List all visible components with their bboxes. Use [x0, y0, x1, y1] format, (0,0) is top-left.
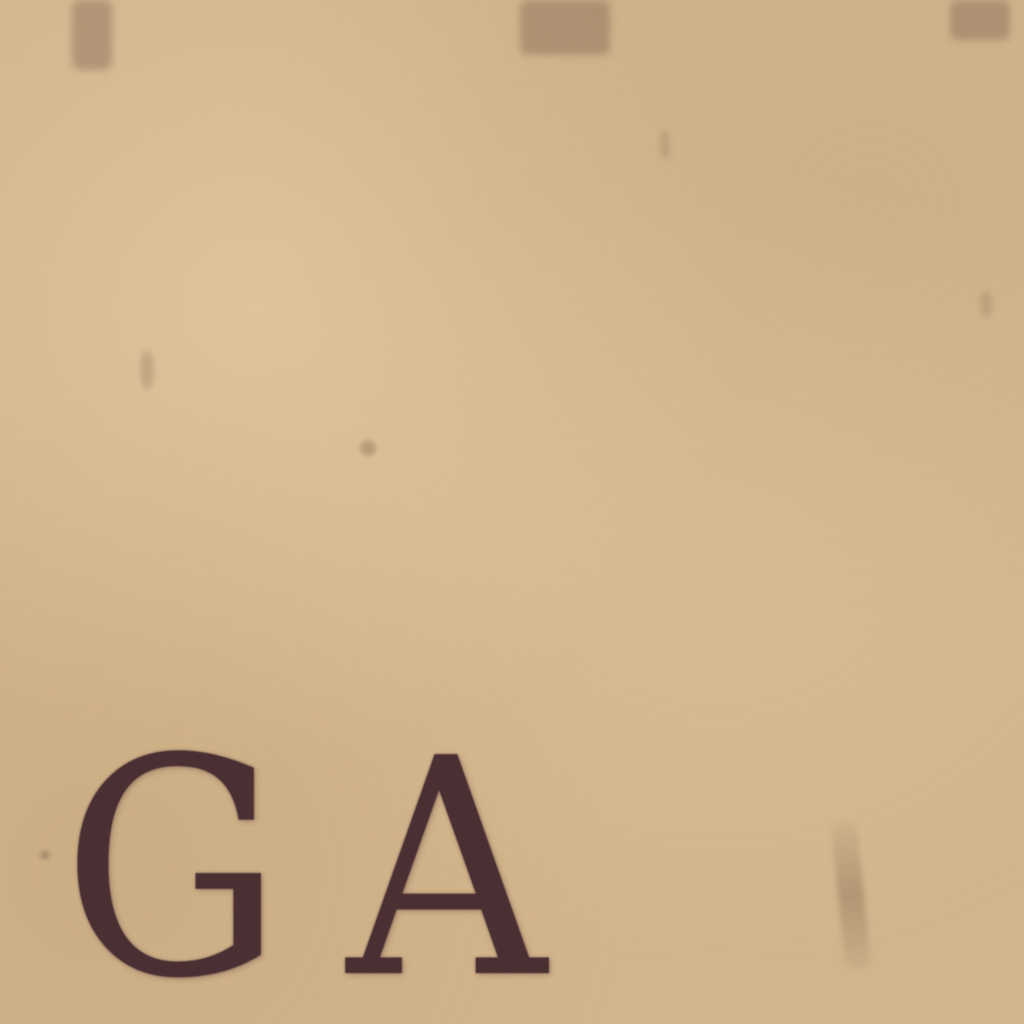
top-ink-remnant: [950, 0, 1010, 40]
printed-letters: [62, 695, 611, 1024]
paper-speck: [980, 290, 992, 318]
top-ink-remnant: [72, 0, 112, 70]
paper-speck: [140, 350, 154, 390]
faint-ink-stroke: [830, 819, 872, 971]
paper-speck: [660, 130, 670, 160]
top-ink-remnant: [520, 0, 610, 55]
printed-letter: A: [346, 695, 611, 1024]
printed-letter: G: [62, 695, 347, 1024]
paper-speck: [360, 440, 376, 456]
paper-speck: [40, 850, 50, 860]
